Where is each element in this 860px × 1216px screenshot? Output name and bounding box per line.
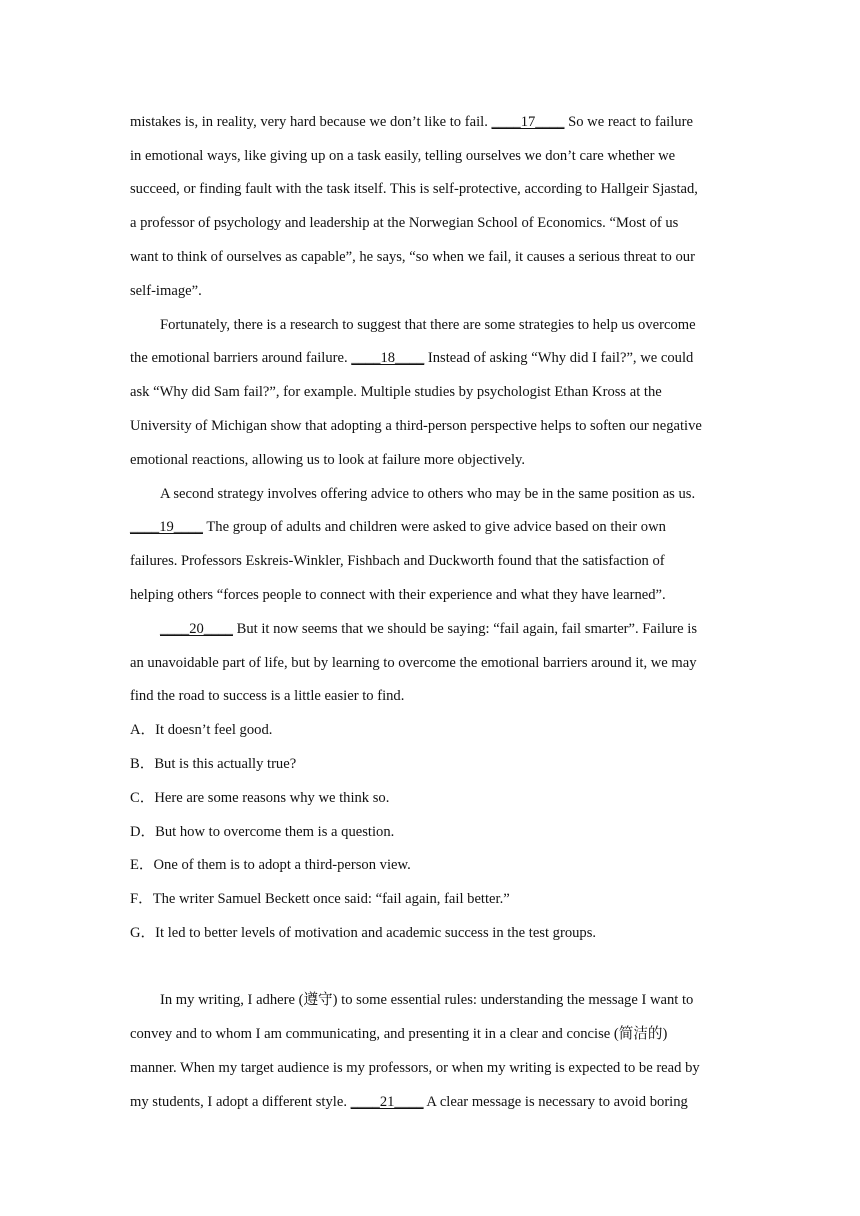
text: Instead of asking “Why did I fail?”, we could (424, 350, 694, 366)
paragraph-5-line-1: In my writing, I adhere (遵守) to some essential rules: understanding the message I want to (160, 992, 694, 1008)
text: So we react to failure (564, 114, 693, 130)
paragraph-1-line-5: want to think of ourselves as capable”, he says, “so when we fail, it causes a serious threat to our (130, 249, 695, 265)
paragraph-5-line-2: convey and to whom I am communicating, and presenting it in a clear and concise (简洁的) (130, 1026, 668, 1042)
paragraph-2-line-5: emotional reactions, allowing us to look at failure more objectively. (130, 452, 525, 468)
option-c: C．Here are some reasons why we think so. (130, 790, 390, 806)
paragraph-3-line-2 (130, 517, 666, 537)
blank-18: ____18____ (351, 350, 425, 366)
text: mistakes is, in reality, very hard because we don’t like to fail. (130, 114, 492, 130)
blank-21: ____21____ (350, 1094, 424, 1110)
paragraph-2-line-3: ask “Why did Sam fail?”, for example. Multiple studies by psychologist Ethan Kross at the (130, 384, 662, 400)
blank-17: ____17____ (491, 114, 565, 130)
paragraph-3-line-4: helping others “forces people to connect with their experience and what they have learned”. (130, 587, 666, 603)
text: A clear message is necessary to avoid boring (423, 1094, 688, 1110)
paragraph-5-line-4 (130, 1092, 688, 1112)
text: The group of adults and children were asked to give advice based on their own (202, 519, 666, 535)
option-e: E．One of them is to adopt a third-person view. (130, 857, 411, 873)
text: But it now seems that we should be saying: “fail again, fail smarter”. Failure is (232, 621, 698, 637)
paragraph-3-line-3: failures. Professors Eskreis-Winkler, Fishbach and Duckworth found that the satisfaction of (130, 553, 665, 569)
paragraph-1-line-2: in emotional ways, like giving up on a task easily, telling ourselves we don’t care whether we (130, 148, 676, 164)
paragraph-2-line-4: University of Michigan show that adopting a third-person perspective helps to soften our negative (130, 418, 702, 434)
paragraph-5-line-3: manner. When my target audience is my professors, or when my writing is expected to be read by (130, 1060, 700, 1076)
option-f: F．The writer Samuel Beckett once said: “fail again, fail better.” (130, 891, 510, 907)
option-d: D．But how to overcome them is a question. (130, 824, 395, 840)
paragraph-1-line-6: self-image”. (130, 283, 202, 299)
paragraph-2-line-2 (130, 348, 693, 368)
blank-19: ____19____ (130, 519, 203, 535)
paragraph-4-line-3: find the road to success is a little easier to find. (130, 688, 405, 704)
blank-20: ____20____ (160, 621, 233, 637)
text: the emotional barriers around failure. (130, 350, 352, 366)
paragraph-3-line-1: A second strategy involves offering advice to others who may be in the same position as us. (160, 486, 696, 502)
option-a: A．It doesn’t feel good. (130, 722, 273, 738)
paragraph-2-line-1: Fortunately, there is a research to suggest that there are some strategies to help us overcome (160, 317, 696, 333)
paragraph-4-line-1 (160, 619, 697, 639)
option-g: G．It led to better levels of motivation and academic success in the test groups. (130, 925, 597, 941)
option-b: B．But is this actually true? (130, 756, 297, 772)
paragraph-1-line-1 (130, 112, 693, 132)
paragraph-1-line-4: a professor of psychology and leadership at the Norwegian School of Economics. “Most of us (130, 215, 679, 231)
paragraph-1-line-3: succeed, or finding fault with the task itself. This is self-protective, according to Hallgeir Sjastad, (130, 181, 698, 197)
paragraph-4-line-2: an unavoidable part of life, but by learning to overcome the emotional barriers around it, we may (130, 655, 697, 671)
text: my students, I adopt a different style. (130, 1094, 351, 1110)
